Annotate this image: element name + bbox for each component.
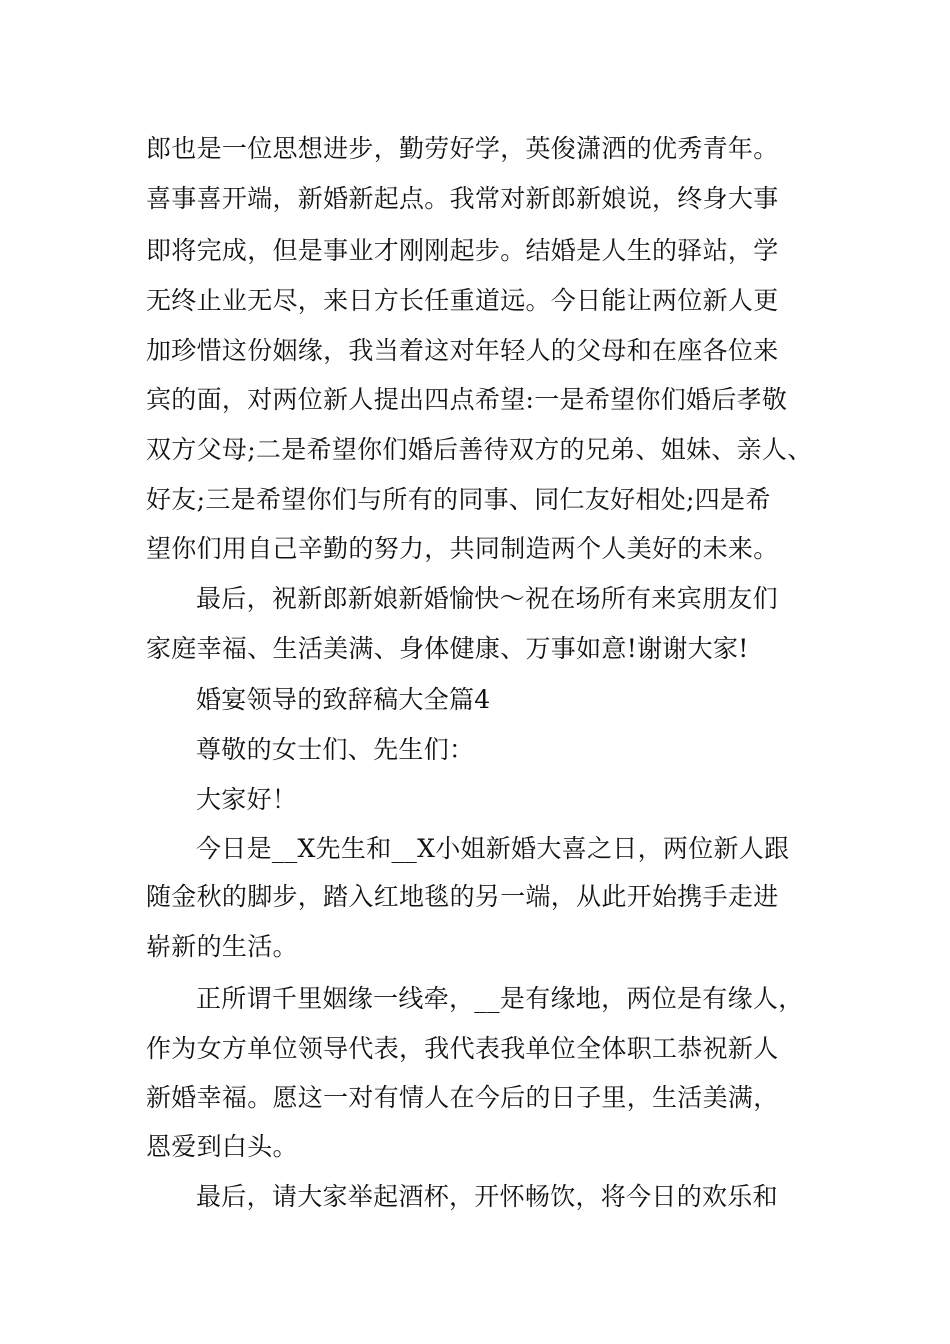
paragraph-line: 随金秋的脚步，踏入红地毯的另一端，从此开始携手走进: [146, 882, 779, 911]
paragraph-line: 恩爱到白头。: [146, 1132, 298, 1161]
paragraph-line: 喜事喜开端，新婚新起点。我常对新郎新娘说，终身大事: [146, 184, 779, 213]
paragraph-line: 宾的面，对两位新人提出四点希望:一是希望你们婚后孝敬: [146, 385, 788, 414]
section-heading: 婚宴领导的致辞稿大全篇4: [196, 685, 491, 714]
paragraph-line: 崭新的生活。: [146, 932, 298, 961]
paragraph-line: 即将完成，但是事业才刚刚起步。结婚是人生的驿站，学: [146, 236, 779, 265]
paragraph-line: 最后，祝新郎新娘新婚愉快～祝在场所有来宾朋友们: [196, 584, 778, 613]
greeting: 大家好！: [196, 785, 298, 814]
salutation: 尊敬的女士们、先生们：: [196, 735, 475, 764]
paragraph-line: 无终止业无尽，来日方长任重道远。今日能让两位新人更: [146, 286, 779, 315]
paragraph-line: 新婚幸福。愿这一对有情人在今后的日子里，生活美满，: [146, 1083, 779, 1112]
paragraph-line: 加珍惜这份姻缘，我当着这对年轻人的父母和在座各位来: [146, 336, 779, 365]
paragraph-line: 望你们用自己辛勤的努力，共同制造两个人美好的未来。: [146, 534, 779, 563]
paragraph-line: 作为女方单位领导代表，我代表我单位全体职工恭祝新人: [146, 1034, 779, 1063]
paragraph-line: 双方父母;二是希望你们婚后善待双方的兄弟、姐妹、亲人、: [146, 435, 813, 464]
paragraph-line: 最后，请大家举起酒杯，开怀畅饮，将今日的欢乐和: [196, 1182, 778, 1211]
paragraph-line: 正所谓千里姻缘一线牵，__是有缘地，两位是有缘人，: [196, 984, 804, 1013]
paragraph-line: 郎也是一位思想进步，勤劳好学，英俊潇洒的优秀青年。: [146, 134, 779, 163]
paragraph-line: 今日是__X先生和__X小姐新婚大喜之日，两位新人跟: [196, 834, 790, 863]
paragraph-line: 好友;三是希望你们与所有的同事、同仁友好相处;四是希: [146, 485, 771, 514]
paragraph-line: 家庭幸福、生活美满、身体健康、万事如意!谢谢大家!: [146, 634, 749, 663]
